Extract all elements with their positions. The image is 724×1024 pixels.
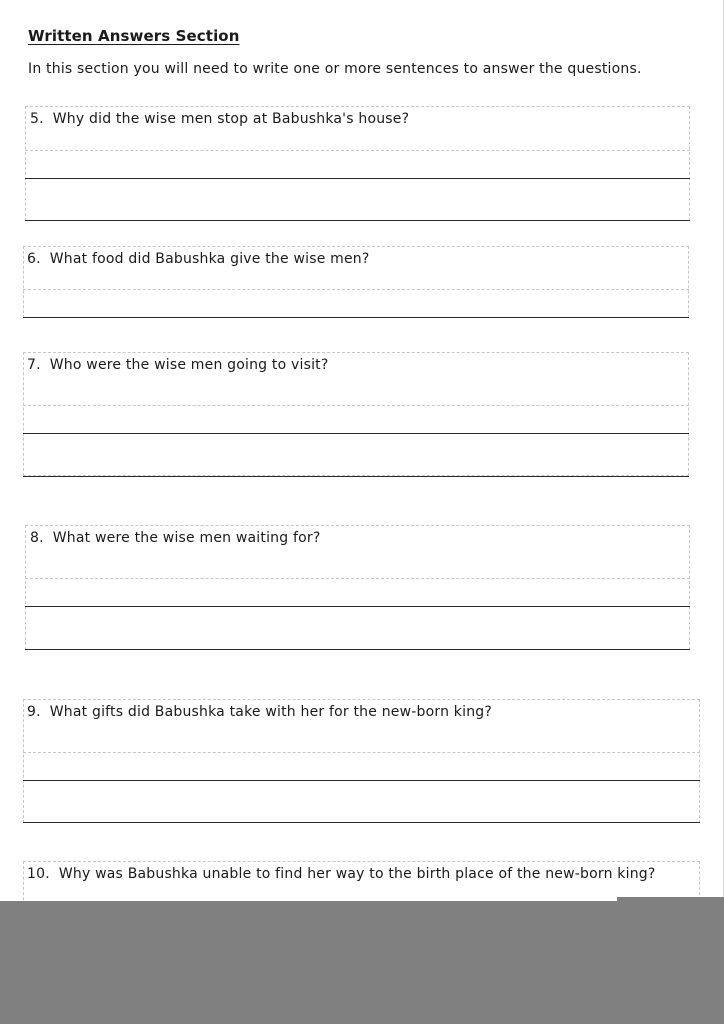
question-9-label: What gifts did Babushka take with her for the new-born king?	[49, 704, 492, 720]
question-7-number: 7.	[27, 357, 41, 373]
question-10-label: Why was Babushka unable to find her way to the birth place of the new-born king?	[58, 866, 656, 882]
instructions-text: In this section you will need to write one or more sentences to answer the questions.	[28, 61, 642, 77]
question-6-number: 6.	[27, 251, 41, 267]
question-7-label: Who were the wise men going to visit?	[49, 357, 329, 373]
question-8-answer-line-2[interactable]	[25, 649, 690, 650]
question-6-dotted-guide	[23, 289, 689, 290]
question-7-answer-line-2[interactable]	[23, 476, 689, 477]
question-6-label: What food did Babushka give the wise men?	[49, 251, 370, 267]
question-8-number: 8.	[30, 530, 44, 546]
question-7-text	[27, 357, 329, 373]
question-5-answer-line-1[interactable]	[25, 178, 690, 179]
question-7-answer-line-1[interactable]	[23, 433, 689, 434]
question-8-text	[30, 530, 320, 546]
section-title: Written Answers Section	[28, 27, 240, 45]
question-8-answer-line-1[interactable]	[25, 606, 690, 607]
question-9-dotted-guide	[23, 752, 700, 753]
grey-overlay	[0, 901, 724, 1024]
question-10-text	[27, 866, 655, 882]
question-5-dotted-guide	[25, 150, 690, 151]
question-5-number: 5.	[30, 111, 44, 127]
question-5-text	[30, 111, 409, 127]
question-7-dotted-guide	[23, 405, 689, 406]
question-6-text	[27, 251, 370, 267]
question-10-number: 10.	[27, 866, 50, 882]
question-8-label: What were the wise men waiting for?	[52, 530, 321, 546]
question-5-label: Why did the wise men stop at Babushka's house?	[52, 111, 410, 127]
question-9-number: 9.	[27, 704, 41, 720]
question-9-answer-line-1[interactable]	[23, 780, 700, 781]
question-8-dotted-guide	[25, 578, 690, 579]
question-9-answer-line-2[interactable]	[23, 822, 700, 823]
question-6-answer-line-1[interactable]	[23, 317, 689, 318]
question-5-answer-line-2[interactable]	[25, 220, 690, 221]
question-9-text	[27, 704, 492, 720]
